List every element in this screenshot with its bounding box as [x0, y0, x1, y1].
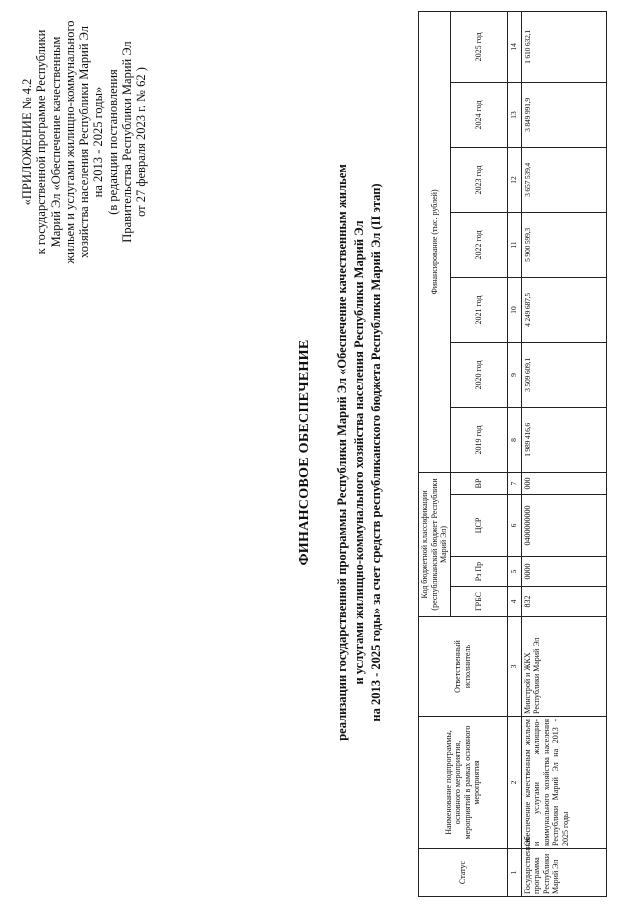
column-number: 2	[507, 717, 521, 849]
header-year: 2025 год	[450, 11, 507, 82]
header-year: 2023 год	[450, 147, 507, 212]
column-number: 5	[507, 557, 521, 587]
cell-value-2021: 4 249 687,5	[521, 277, 606, 342]
appendix-line: к государственной программе Республики	[34, 29, 49, 255]
column-number: 10	[507, 277, 521, 342]
header-grbs: ГРБС	[450, 587, 507, 617]
appendix-line: Правительства Республики Марий Эл	[120, 41, 135, 243]
column-number: 12	[507, 147, 521, 212]
header-year: 2021 год	[450, 277, 507, 342]
appendix-line: (в редакции постановления	[105, 69, 120, 215]
cell-vr: 000	[521, 472, 606, 494]
header-year: 2022 год	[450, 212, 507, 277]
header-budget-code: Код бюджетной классификации (республиканский бюджет Республики Марий Эл)	[419, 472, 451, 616]
column-number: 14	[507, 11, 521, 82]
cell-name: Обеспечение качественным жильем и услугами жилищно-коммунального хозяйства населения Республики Марий Эл на 2013 - 2025 годы	[521, 717, 606, 849]
appendix-line: Марий Эл «Обеспечение качественным	[48, 36, 63, 248]
column-number: 1	[507, 849, 521, 897]
cell-executor: Минстрой и ЖКХ Республики Марий Эл	[521, 617, 606, 717]
appendix-block	[20, 7, 149, 277]
header-executor: Ответственный исполнитель	[419, 617, 508, 717]
cell-csr: 0400000000	[521, 495, 606, 557]
column-number: 11	[507, 212, 521, 277]
document-title: ФИНАНСОВОЕ ОБЕСПЕЧЕНИЕ	[297, 339, 312, 566]
table-header-row	[419, 11, 451, 896]
cell-value-2022: 5 900 599,3	[521, 212, 606, 277]
column-number: 7	[507, 472, 521, 494]
header-year: 2020 год	[450, 342, 507, 407]
header-vr: ВР	[450, 472, 507, 494]
header-status: Статус	[419, 849, 508, 897]
cell-status: Государственная программа Республики Марий Эл	[521, 849, 606, 897]
column-number: 6	[507, 495, 521, 557]
cell-rzpr: 0000	[521, 557, 606, 587]
column-number: 8	[507, 407, 521, 472]
financing-table	[418, 11, 607, 897]
column-number: 13	[507, 82, 521, 147]
header-name: Наименование подпрограммы, основного мероприятия, мероприятий в рамках основного мероприятия	[419, 717, 508, 849]
appendix-line: жильем и услугами жилищно-коммунального	[62, 20, 77, 264]
column-number: 4	[507, 587, 521, 617]
cell-value-2025: 1 610 632,1	[521, 11, 606, 82]
document-subtitle-line: на 2013 - 2025 годы» за счет средств республиканского бюджета Республики Марий Эл (II этап)	[369, 183, 383, 722]
cell-value-2024: 3 849 991,9	[521, 82, 606, 147]
appendix-line: от 27 февраля 2023 г. № 62 )	[134, 67, 149, 217]
appendix-line: на 2013 - 2025 годы»	[91, 86, 106, 198]
document-subtitle-line: реализации государственной программы Республики Марий Эл «Обеспечение качественным жильем	[335, 164, 349, 741]
cell-value-2023: 3 657 539,4	[521, 147, 606, 212]
document-subtitle-line: и услугами жилищно-коммунального хозяйства населения Республики Марий Эл	[352, 220, 366, 685]
header-year: 2024 год	[450, 82, 507, 147]
header-rzpr: Рз Пр	[450, 557, 507, 587]
appendix-line: «ПРИЛОЖЕНИЕ № 4.2	[20, 78, 34, 206]
header-csr: ЦСР	[450, 495, 507, 557]
column-number-row	[507, 11, 521, 896]
header-financing: Финансирование (тыс. рублей)	[419, 11, 451, 472]
appendix-line: хозяйства населения Республики Марий Эл	[77, 26, 92, 258]
cell-value-2020: 3 509 609,1	[521, 342, 606, 407]
header-year: 2019 год	[450, 407, 507, 472]
column-number: 3	[507, 617, 521, 717]
cell-value-2019: 1 989 416,6	[521, 407, 606, 472]
column-number: 9	[507, 342, 521, 407]
cell-grbs: 832	[521, 587, 606, 617]
table-row	[521, 11, 606, 896]
